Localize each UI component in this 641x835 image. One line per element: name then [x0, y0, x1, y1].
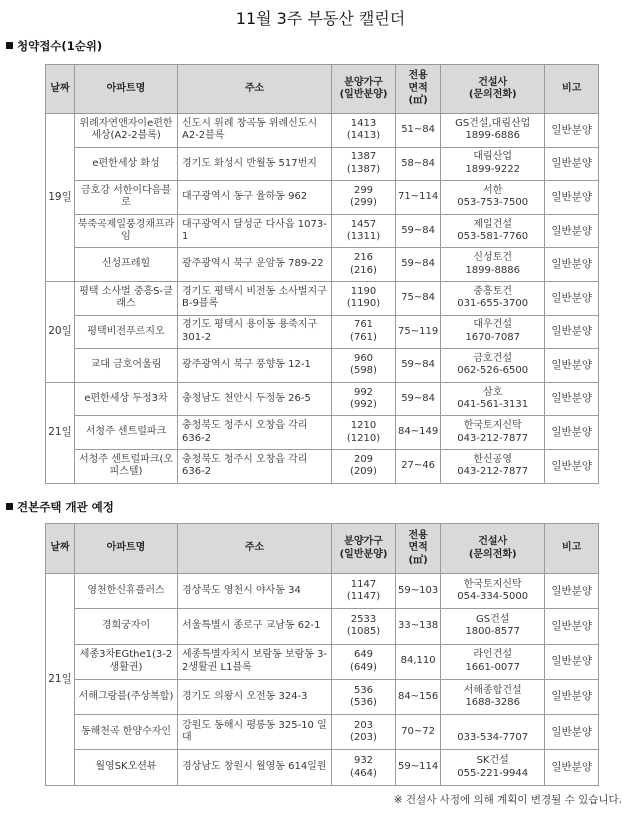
total-units: 1387	[350, 151, 377, 163]
note-cell: 일반분양	[545, 214, 599, 248]
header-area: 전용 면적 (㎡)	[396, 524, 441, 574]
total-units: 649	[353, 649, 374, 661]
area-cell: 59~84	[396, 349, 441, 383]
table-row	[46, 248, 599, 282]
note-cell: 일반분양	[545, 416, 599, 450]
area-cell: 75~84	[396, 281, 441, 315]
header-note: 비고	[545, 65, 599, 114]
builder-name: 한국토지신탁	[463, 420, 522, 432]
units-cell	[332, 248, 396, 282]
note-cell: 일반분양	[545, 449, 599, 483]
general-units: (1210)	[346, 432, 381, 444]
builder-cell	[441, 750, 545, 785]
units-cell	[332, 609, 396, 644]
date-cell: 21일	[46, 382, 75, 483]
builder-phone: 033-534-7707	[457, 732, 529, 744]
units-cell	[332, 416, 396, 450]
general-units: (203)	[350, 732, 377, 744]
note-cell: 일반분양	[545, 644, 599, 679]
apartment-name-cell: e편한세상 두정3차	[75, 382, 178, 416]
builder-cell	[441, 449, 545, 483]
table-row	[46, 349, 599, 383]
area-cell: 71~114	[396, 181, 441, 215]
apartment-name-cell: 영천한신휴플러스	[75, 574, 178, 609]
note-cell: 일반분양	[545, 349, 599, 383]
builder-name: 서한	[483, 184, 503, 196]
note-cell: 일반분양	[545, 382, 599, 416]
units-cell	[332, 349, 396, 383]
header-builder: 건설사 (문의전화)	[441, 524, 545, 574]
builder-name: GS건설	[475, 613, 510, 625]
area-cell: 59~84	[396, 248, 441, 282]
area-cell: 59~103	[396, 574, 441, 609]
units-cell	[332, 281, 396, 315]
note-cell: 일반분양	[545, 750, 599, 785]
address-cell: 광주광역시 북구 풍향동 12-1	[178, 349, 332, 383]
address-cell: 광주광역시 북구 운암동 789-22	[178, 248, 332, 282]
subscription-table	[45, 64, 599, 484]
table-row	[46, 382, 599, 416]
date-cell: 21일	[46, 574, 75, 786]
general-units: (1147)	[346, 591, 381, 603]
total-units: 992	[353, 386, 374, 398]
area-cell: 70~72	[396, 715, 441, 750]
builder-cell	[441, 574, 545, 609]
note-cell: 일반분양	[545, 248, 599, 282]
units-cell	[332, 214, 396, 248]
address-cell: 서울특별시 종로구 교남동 62-1	[178, 609, 332, 644]
units-cell	[332, 181, 396, 215]
apartment-name-cell: e편한세상 화성	[75, 147, 178, 181]
note-cell: 일반분양	[545, 715, 599, 750]
units-cell	[332, 147, 396, 181]
builder-phone: 043-212-7877	[457, 432, 529, 444]
builder-cell	[441, 416, 545, 450]
apartment-name-cell: 월영SK오션뷰	[75, 750, 178, 785]
note-cell: 일반분양	[545, 315, 599, 349]
address-cell: 충청북도 청주시 오창읍 각리 636-2	[178, 449, 332, 483]
table-row	[46, 609, 599, 644]
address-cell: 경기도 평택시 용이동 용죽지구 301-2	[178, 315, 332, 349]
address-cell: 경상북도 영천시 야사동 34	[178, 574, 332, 609]
apartment-name-cell: 교대 금호어울림	[75, 349, 178, 383]
square-bullet-icon	[6, 503, 13, 510]
total-units: 216	[353, 252, 374, 264]
header-units: 분양가구 (일반분양)	[332, 65, 396, 114]
date-cell: 19일	[46, 114, 75, 282]
note-cell: 일반분양	[545, 114, 599, 148]
builder-cell	[441, 382, 545, 416]
area-cell: 75~119	[396, 315, 441, 349]
area-cell: 27~46	[396, 449, 441, 483]
note-cell: 일반분양	[545, 181, 599, 215]
apartment-name-cell: 경희궁자이	[75, 609, 178, 644]
area-cell: 59~114	[396, 750, 441, 785]
total-units: 203	[353, 719, 374, 731]
builder-cell	[441, 114, 545, 148]
general-units: (464)	[350, 767, 377, 779]
table-row	[46, 181, 599, 215]
builder-cell	[441, 214, 545, 248]
builder-name: 금호건설	[473, 352, 513, 364]
units-cell	[332, 750, 396, 785]
header-apt: 아파트명	[75, 524, 178, 574]
address-cell: 충청북도 청주시 오창읍 각리 636-2	[178, 416, 332, 450]
header-builder: 건설사 (문의전화)	[441, 65, 545, 114]
footnote: ※ 건설사 사정에 의해 계획이 변경될 수 있습니다.	[393, 794, 622, 806]
date-cell: 20일	[46, 281, 75, 382]
address-cell: 경기도 평택시 비전동 소사벌지구 B-9블록	[178, 281, 332, 315]
general-units: (536)	[350, 697, 377, 709]
total-units: 1147	[350, 578, 377, 590]
area-cell: 59~84	[396, 382, 441, 416]
builder-phone: 1899-9222	[465, 163, 520, 175]
address-cell: 신도시 위례 창곡동 위례신도시 A2-2블록	[178, 114, 332, 148]
apartment-name-cell: 위례자연앤자이e편한세상(A2-2블록)	[75, 114, 178, 148]
table-row	[46, 750, 599, 785]
builder-phone: 1800-8577	[465, 626, 520, 638]
area-cell: 59~84	[396, 214, 441, 248]
builder-name: 대림산업	[473, 151, 513, 163]
general-units: (992)	[350, 399, 377, 411]
builder-cell	[441, 644, 545, 679]
builder-cell	[441, 315, 545, 349]
area-cell: 84~156	[396, 679, 441, 714]
table-row	[46, 574, 599, 609]
area-cell: 58~84	[396, 147, 441, 181]
header-date: 날짜	[46, 65, 75, 114]
total-units: 1190	[350, 285, 377, 297]
apartment-name-cell: 평택비전푸르지오	[75, 315, 178, 349]
total-units: 536	[353, 684, 374, 696]
section-title-model-house: 견본주택 개관 예정	[6, 499, 114, 515]
address-cell: 대구광역시 달성군 다사읍 1073-1	[178, 214, 332, 248]
table-row	[46, 147, 599, 181]
units-cell	[332, 315, 396, 349]
builder-name: 중흥토건	[473, 285, 513, 297]
header-units: 분양가구 (일반분양)	[332, 524, 396, 574]
apartment-name-cell: 금호강 서한이다음블로	[75, 181, 178, 215]
note-cell: 일반분양	[545, 281, 599, 315]
builder-name: 라인건설	[473, 649, 513, 661]
general-units: (598)	[350, 365, 377, 377]
general-units: (216)	[350, 264, 377, 276]
general-units: (1311)	[346, 231, 381, 243]
table-row	[46, 281, 599, 315]
apartment-name-cell: 평택 소사벌 중흥S-클래스	[75, 281, 178, 315]
table-row	[46, 644, 599, 679]
square-bullet-icon	[6, 42, 13, 49]
builder-phone: 053-581-7760	[457, 231, 529, 243]
address-cell: 대구광역시 동구 율하동 962	[178, 181, 332, 215]
builder-name: 서해종합건설	[463, 684, 522, 696]
general-units: (209)	[350, 466, 377, 478]
builder-phone: 055-221-9944	[457, 767, 529, 779]
builder-phone: 054-334-5000	[457, 591, 529, 603]
total-units: 209	[353, 453, 374, 465]
note-cell: 일반분양	[545, 574, 599, 609]
total-units: 1413	[350, 117, 377, 129]
builder-phone: 1899-8886	[465, 264, 520, 276]
builder-cell	[441, 609, 545, 644]
table-row	[46, 114, 599, 148]
table-header-row	[46, 65, 599, 114]
header-area: 전용 면적 (㎡)	[396, 65, 441, 114]
general-units: (1085)	[346, 626, 381, 638]
builder-phone: 1688-3286	[465, 697, 520, 709]
general-units: (649)	[350, 661, 377, 673]
section-title-subscription: 청약접수(1순위)	[6, 38, 102, 54]
apartment-name-cell: 세종3차EGthe1(3-2생활권)	[75, 644, 178, 679]
page-title: 11월 3주 부동산 캘린더	[235, 9, 406, 28]
note-cell: 일반분양	[545, 147, 599, 181]
units-cell	[332, 574, 396, 609]
builder-phone: 043-212-7877	[457, 466, 529, 478]
builder-cell	[441, 147, 545, 181]
area-cell: 51~84	[396, 114, 441, 148]
total-units: 2533	[350, 613, 377, 625]
note-cell: 일반분양	[545, 609, 599, 644]
units-cell	[332, 382, 396, 416]
general-units: (1413)	[346, 130, 381, 142]
model-house-table	[45, 523, 599, 786]
builder-cell	[441, 715, 545, 750]
apartment-name-cell: 서청주 센트럴파크	[75, 416, 178, 450]
total-units: 960	[353, 352, 374, 364]
header-apt: 아파트명	[75, 65, 178, 114]
address-cell: 충청남도 천안시 두정동 26-5	[178, 382, 332, 416]
total-units: 1457	[350, 218, 377, 230]
table-row	[46, 315, 599, 349]
general-units: (1387)	[346, 163, 381, 175]
builder-phone: 053-753-7500	[457, 197, 529, 209]
table-row	[46, 679, 599, 714]
builder-name: GS건설,대림산업	[455, 117, 531, 129]
note-cell: 일반분양	[545, 679, 599, 714]
builder-phone: 1661-0077	[465, 661, 520, 673]
header-addr: 주소	[178, 65, 332, 114]
builder-name: 삼호	[483, 386, 503, 398]
general-units: (299)	[350, 197, 377, 209]
general-units: (1190)	[346, 298, 381, 310]
header-note: 비고	[545, 524, 599, 574]
apartment-name-cell: 서청주 센트럴파크(오피스텔)	[75, 449, 178, 483]
total-units: 761	[353, 319, 374, 331]
area-cell: 33~138	[396, 609, 441, 644]
header-addr: 주소	[178, 524, 332, 574]
table-row	[46, 715, 599, 750]
table-row	[46, 214, 599, 248]
units-cell	[332, 644, 396, 679]
builder-name: 한신공영	[473, 453, 513, 465]
address-cell: 경기도 의왕시 오전동 324-3	[178, 679, 332, 714]
units-cell	[332, 449, 396, 483]
apartment-name-cell: 북죽곡제일풍경채프라임	[75, 214, 178, 248]
total-units: 932	[353, 755, 374, 767]
builder-cell	[441, 679, 545, 714]
builder-cell	[441, 281, 545, 315]
address-cell: 경상남도 창원시 월영동 614일원	[178, 750, 332, 785]
address-cell: 세종특별자치시 보람동 보람동 3-2생활권 L1블록	[178, 644, 332, 679]
builder-name: 제일건설	[473, 218, 513, 230]
address-cell: 강원도 동해시 평릉동 325-10 일대	[178, 715, 332, 750]
apartment-name-cell: 서해그랑블(주상복합)	[75, 679, 178, 714]
builder-name: SK건설	[476, 755, 509, 767]
builder-cell	[441, 181, 545, 215]
total-units: 1210	[350, 420, 377, 432]
table-row	[46, 416, 599, 450]
builder-phone: 1899-6886	[465, 130, 520, 142]
builder-phone: 062-526-6500	[457, 365, 529, 377]
total-units: 299	[353, 184, 374, 196]
builder-phone: 1670-7087	[465, 331, 520, 343]
address-cell: 경기도 화성시 반월동 517번지	[178, 147, 332, 181]
apartment-name-cell: 동해천곡 한양수자인	[75, 715, 178, 750]
builder-name: 한국토지신탁	[463, 578, 522, 590]
general-units: (761)	[350, 331, 377, 343]
table-header-row	[46, 524, 599, 574]
builder-name: 신성토건	[473, 252, 513, 264]
units-cell	[332, 679, 396, 714]
builder-phone: 031-655-3700	[457, 298, 529, 310]
builder-name: 대우건설	[473, 319, 513, 331]
builder-cell	[441, 349, 545, 383]
builder-phone: 041-561-3131	[457, 399, 529, 411]
units-cell	[332, 715, 396, 750]
header-date: 날짜	[46, 524, 75, 574]
units-cell	[332, 114, 396, 148]
area-cell: 84~149	[396, 416, 441, 450]
apartment-name-cell: 신성프레힐	[75, 248, 178, 282]
table-row	[46, 449, 599, 483]
area-cell: 84,110	[396, 644, 441, 679]
builder-cell	[441, 248, 545, 282]
